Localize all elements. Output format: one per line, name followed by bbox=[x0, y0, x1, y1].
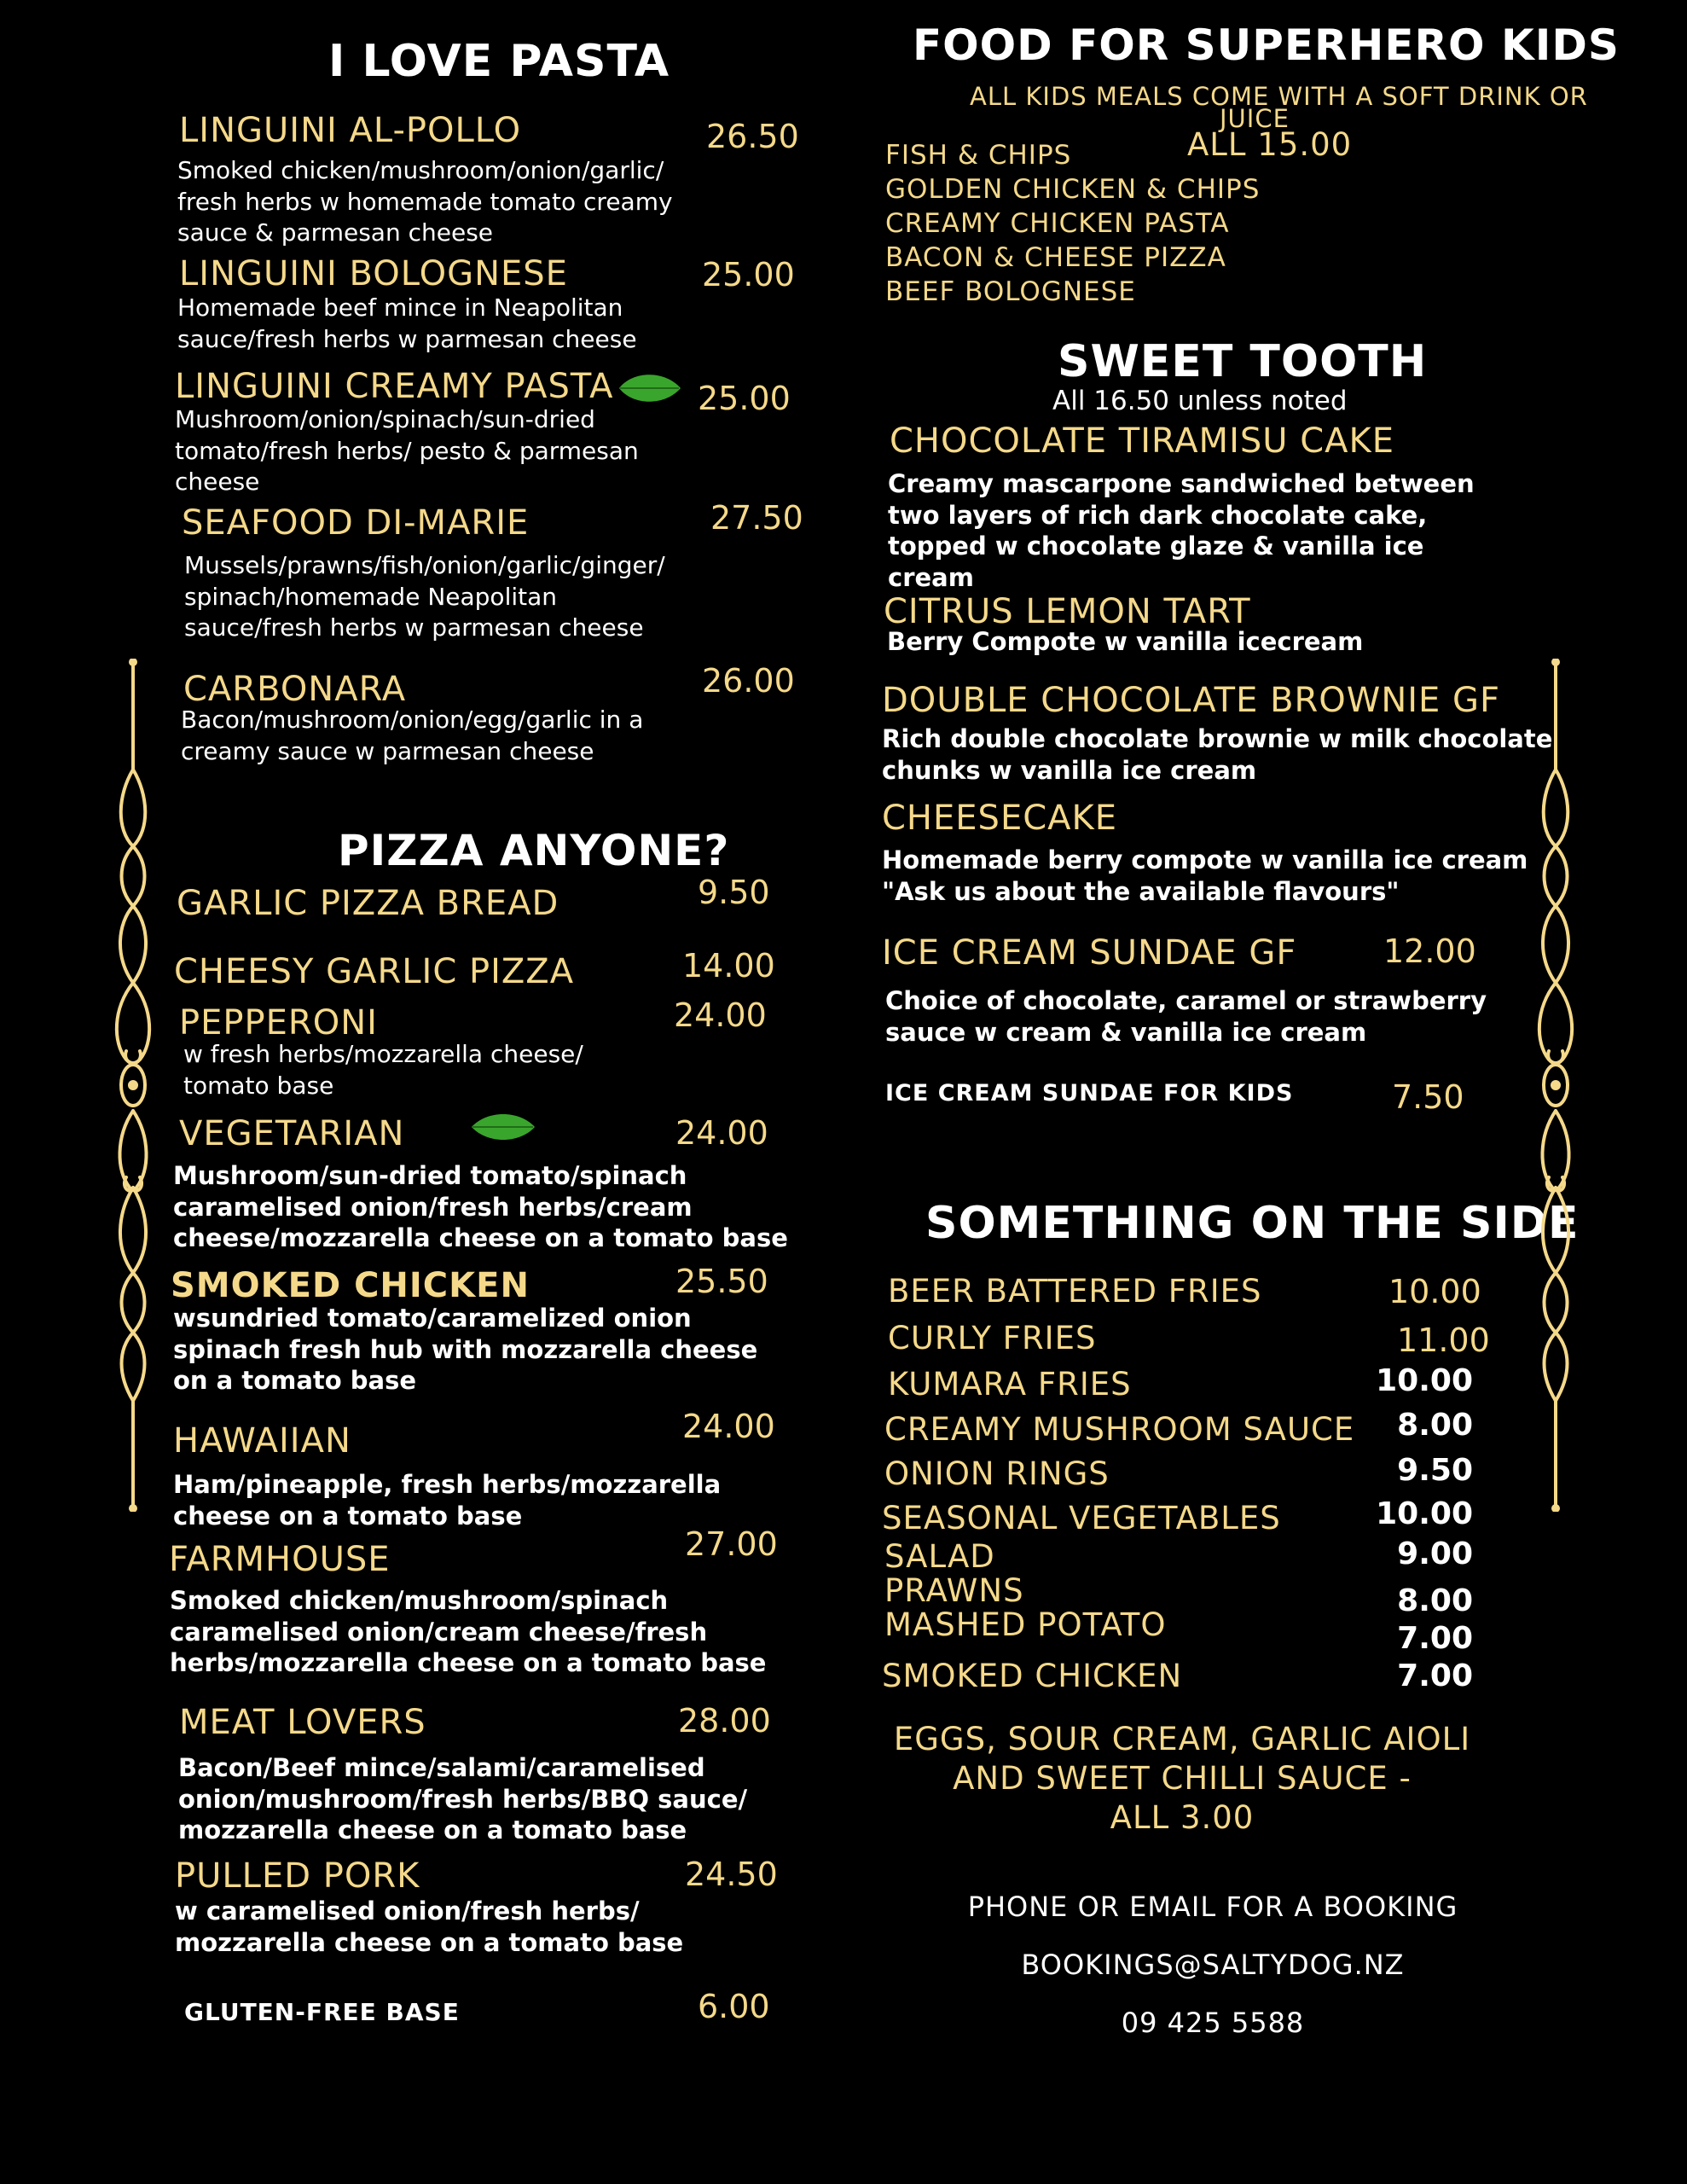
menu-item-name: ICE CREAM SUNDAE GF bbox=[882, 933, 1297, 973]
leaf-icon bbox=[616, 369, 682, 408]
menu-item-desc: Smoked chicken/mushroom/onion/garlic/ fresh herbs w homemade tomato creamy sauce & parmesan cheese bbox=[177, 156, 673, 247]
side-name: PRAWNS bbox=[884, 1572, 1024, 1609]
menu-item-price: 25.50 bbox=[675, 1263, 768, 1300]
menu-item-price: 27.00 bbox=[685, 1525, 778, 1563]
scroll-ornament bbox=[109, 659, 157, 1512]
menu-item-desc: Homemade berry compote w vanilla ice cream "Ask us about the available flavours" bbox=[882, 845, 1528, 906]
side-name: ONION RINGS bbox=[884, 1455, 1110, 1492]
menu-item-price: 9.50 bbox=[698, 874, 770, 911]
booking-note: PHONE OR EMAIL FOR A BOOKING bbox=[967, 1891, 1458, 1923]
menu-item-price: 25.00 bbox=[702, 256, 795, 293]
kids-sundae-price: 7.50 bbox=[1392, 1078, 1464, 1116]
sweet-heading: SWEET TOOTH bbox=[1058, 336, 1428, 387]
menu-item-name: LINGUINI CREAMY PASTA bbox=[175, 367, 614, 406]
pizza-heading: PIZZA ANYONE? bbox=[338, 826, 730, 875]
side-price: 9.50 bbox=[1397, 1453, 1473, 1488]
side-name: MASHED POTATO bbox=[884, 1606, 1167, 1643]
side-name: CREAMY MUSHROOM SAUCE bbox=[884, 1411, 1355, 1448]
menu-item-price: 26.00 bbox=[702, 662, 795, 700]
menu-item-name: LINGUINI BOLOGNESE bbox=[179, 254, 568, 293]
side-price: 10.00 bbox=[1376, 1363, 1473, 1398]
leaf-icon bbox=[468, 1109, 538, 1145]
side-price: 9.00 bbox=[1397, 1536, 1473, 1571]
menu-item-price: 14.00 bbox=[682, 947, 775, 985]
menu-item-name: CARBONARA bbox=[183, 670, 407, 709]
side-name: KUMARA FRIES bbox=[888, 1366, 1132, 1403]
side-price: 7.00 bbox=[1397, 1658, 1473, 1693]
booking-phone[interactable]: 09 425 5588 bbox=[1121, 2007, 1305, 2039]
menu-item-name: HAWAIIAN bbox=[173, 1421, 351, 1461]
gluten-free-label: GLUTEN-FREE BASE bbox=[184, 1998, 460, 2026]
menu-item-price: 27.50 bbox=[710, 499, 803, 537]
list-item: GOLDEN CHICKEN & CHIPS bbox=[885, 174, 1261, 205]
menu-item-desc: w caramelised onion/fresh herbs/ mozzarella cheese on a tomato base bbox=[175, 1896, 684, 1957]
kids-price-note: ALL 15.00 bbox=[1187, 126, 1353, 163]
menu-item-price: 24.00 bbox=[674, 996, 767, 1034]
menu-item-desc: Bacon/mushroom/onion/egg/garlic in a creamy sauce w parmesan cheese bbox=[181, 706, 644, 765]
menu-item-price: 25.00 bbox=[698, 380, 791, 417]
menu-item-price: 24.00 bbox=[682, 1408, 775, 1445]
menu-item-name: CHEESECAKE bbox=[882, 799, 1118, 838]
menu-item-name: CHOCOLATE TIRAMISU CAKE bbox=[890, 421, 1395, 461]
kids-list bbox=[885, 138, 1260, 309]
scroll-ornament bbox=[1532, 659, 1580, 1512]
menu-item-name: FARMHOUSE bbox=[169, 1540, 391, 1579]
menu-item-desc: Berry Compote w vanilla icecream bbox=[887, 627, 1364, 656]
menu-item-name: CITRUS LEMON TART bbox=[884, 592, 1251, 631]
kids-note: ALL KIDS MEALS COME WITH A SOFT DRINK OR bbox=[970, 82, 1588, 111]
menu-item-price: 26.50 bbox=[706, 118, 799, 155]
sweet-subheading: All 16.50 unless noted bbox=[1052, 386, 1348, 416]
menu-item-desc: Creamy mascarpone sandwiched between two layers of rich dark chocolate cake, topped w chocolate glaze & vanilla ice cream bbox=[888, 469, 1475, 592]
menu-item-desc: Mushroom/sun-dried tomato/spinach caramelised onion/fresh herbs/cream cheese/mozzarella cheese on a tomato base bbox=[173, 1161, 788, 1252]
side-price: 10.00 bbox=[1376, 1496, 1473, 1531]
side-name: SMOKED CHICKEN bbox=[882, 1658, 1183, 1694]
menu-item-desc: Mussels/prawns/fish/onion/garlic/ginger/ spinach/homemade Neapolitan sauce/fresh herbs w parmesan cheese bbox=[184, 551, 665, 642]
list-item: CREAMY CHICKEN PASTA bbox=[885, 208, 1230, 239]
menu-item-price: 24.00 bbox=[675, 1114, 768, 1152]
menu-item-price: 12.00 bbox=[1383, 932, 1476, 970]
kids-sundae-label: ICE CREAM SUNDAE FOR KIDS bbox=[885, 1080, 1294, 1107]
kids-note-line2: JUICE bbox=[1220, 104, 1290, 133]
menu-item-desc: w fresh herbs/mozzarella cheese/ tomato base bbox=[183, 1040, 583, 1100]
menu-item-desc: Ham/pineapple, fresh herbs/mozzarella cheese on a tomato base bbox=[173, 1470, 722, 1531]
list-item: BACON & CHEESE PIZZA bbox=[885, 242, 1226, 273]
menu-item-name: GARLIC PIZZA BREAD bbox=[177, 884, 559, 923]
menu-item-name: SEAFOOD DI-MARIE bbox=[182, 503, 530, 543]
side-name: SALAD bbox=[884, 1538, 995, 1575]
gluten-free-price: 6.00 bbox=[698, 1988, 770, 2025]
side-price: 8.00 bbox=[1397, 1408, 1473, 1443]
booking-email[interactable]: BOOKINGS@SALTYDOG.NZ bbox=[1021, 1949, 1405, 1981]
menu-item-desc: Smoked chicken/mushroom/spinach caramelised onion/cream cheese/fresh herbs/mozzarella cheese on a tomato base bbox=[170, 1586, 767, 1677]
sides-heading: SOMETHING ON THE SIDE bbox=[925, 1198, 1580, 1249]
menu-item-name: PULLED PORK bbox=[175, 1856, 420, 1896]
menu-item-name: PEPPERONI bbox=[179, 1003, 378, 1043]
side-price: 8.00 bbox=[1397, 1583, 1473, 1618]
menu-item-desc: wsundried tomato/caramelized onion spinach fresh hub with mozzarella cheese on a tomato base bbox=[173, 1304, 758, 1395]
list-item: FISH & CHIPS bbox=[885, 140, 1072, 171]
menu-item-name: DOUBLE CHOCOLATE BROWNIE GF bbox=[882, 681, 1501, 720]
kids-heading: FOOD FOR SUPERHERO KIDS bbox=[913, 20, 1620, 70]
menu-item-price: 28.00 bbox=[678, 1702, 771, 1740]
menu-item-desc: Mushroom/onion/spinach/sun-dried tomato/fresh herbs/ pesto & parmesan cheese bbox=[175, 405, 639, 496]
menu-item-name: VEGETARIAN bbox=[179, 1114, 405, 1153]
menu-item-desc: Homemade beef mince in Neapolitan sauce/fresh herbs w parmesan cheese bbox=[177, 293, 637, 353]
menu-item-name: SMOKED CHICKEN bbox=[171, 1266, 530, 1305]
side-name: SEASONAL VEGETABLES bbox=[882, 1500, 1281, 1536]
side-name: BEER BATTERED FRIES bbox=[888, 1273, 1262, 1310]
menu-item-name: MEAT LOVERS bbox=[179, 1703, 426, 1742]
menu-item-desc: Rich double chocolate brownie w milk chocolate chunks w vanilla ice cream bbox=[882, 724, 1553, 785]
menu-item-name: LINGUINI AL-POLLO bbox=[179, 111, 522, 150]
pasta-heading: I LOVE PASTA bbox=[328, 36, 670, 87]
list-item: BEEF BOLOGNESE bbox=[885, 276, 1136, 307]
side-price: 11.00 bbox=[1397, 1321, 1490, 1359]
side-name: CURLY FRIES bbox=[888, 1320, 1097, 1356]
menu-item-desc: Choice of chocolate, caramel or strawberry sauce w cream & vanilla ice cream bbox=[885, 986, 1487, 1047]
sauces-note: EGGS, SOUR CREAM, GARLIC AIOLI AND SWEET CHILLI SAUCE - ALL 3.00 bbox=[893, 1721, 1471, 1836]
side-price: 10.00 bbox=[1388, 1273, 1481, 1310]
menu-item-name: CHEESY GARLIC PIZZA bbox=[174, 952, 575, 991]
menu-item-price: 24.50 bbox=[685, 1856, 778, 1893]
menu-item-desc: Bacon/Beef mince/salami/caramelised onion/mushroom/fresh herbs/BBQ sauce/ mozzarella cheese on a tomato base bbox=[178, 1753, 748, 1844]
side-price: 7.00 bbox=[1397, 1621, 1473, 1656]
